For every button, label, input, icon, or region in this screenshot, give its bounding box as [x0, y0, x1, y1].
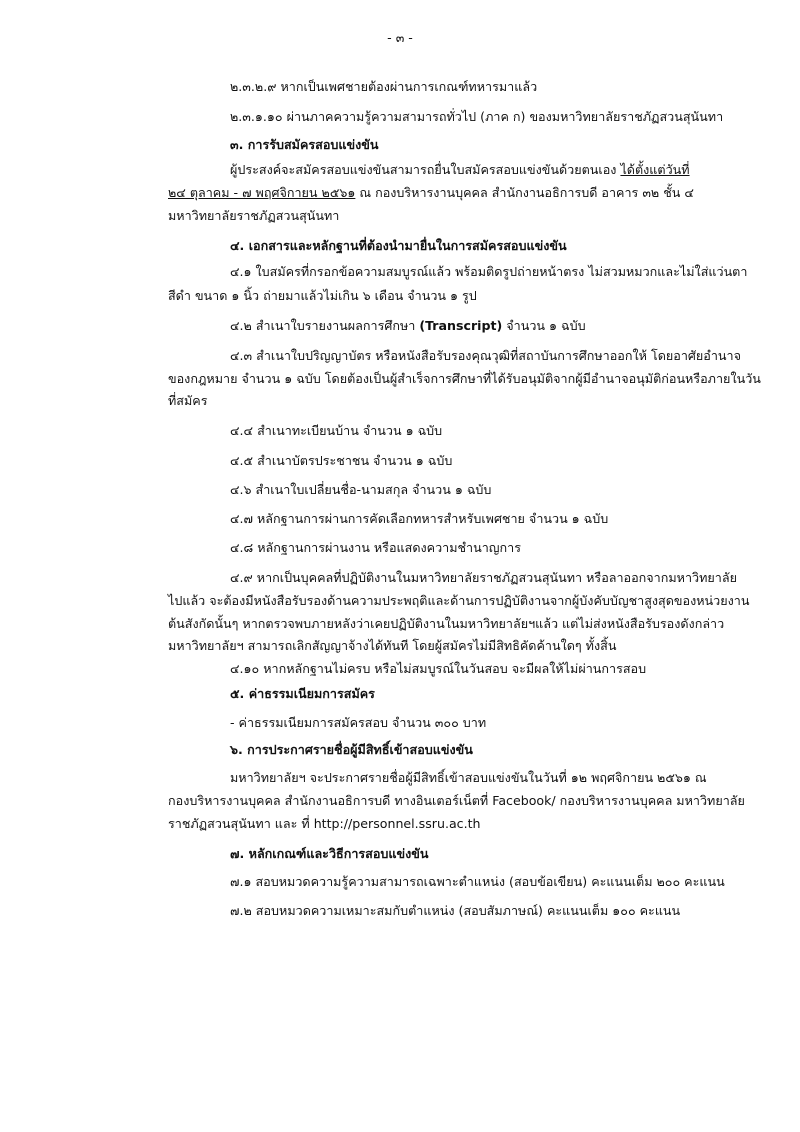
item-4-1-line-2: สีดำ ขนาด ๑ นิ้ว ถ่ายมาแล้วไม่เกิน ๖ เดือน จำนวน ๑ รูป: [168, 288, 477, 303]
line-2-3-1-10: ๒.๓.๑.๑๐ ผ่านภาคความรู้ความสามารถทั่วไป (ภาค ก) ของมหาวิทยาลัยราชภัฏสวนสุนันทา: [230, 109, 724, 124]
para-3-line-1-text: ผู้ประสงค์จะสมัครสอบแข่งขันสามารถยื่นใบสมัครสอบแข่งขันด้วยตนเอง: [230, 162, 617, 177]
transcript-label: (Transcript): [419, 318, 503, 333]
application-location: ณ กองบริหารงานบุคคล สำนักงานอธิการบดี อาคาร ๓๒ ชั้น ๔: [359, 185, 694, 200]
item-4-2-text: ๔.๒ สำเนาใบรายงานผลการศึกษา: [230, 318, 416, 333]
criteria-7-2: ๗.๒ สอบหมวดความเหมาะสมกับตำแหน่ง (สอบสัมภาษณ์) คะแนนเต็ม ๑๐๐ คะแนน: [230, 903, 681, 918]
item-4-3-line-1: ๔.๓ สำเนาใบปริญญาบัตร หรือหนังสือรับรองคุณวุฒิที่สถาบันการศึกษาออกให้ โดยอาศัยอำนาจ: [230, 348, 741, 363]
application-date-range: ๒๔ ตุลาคม - ๗ พฤศจิกายน ๒๕๖๑: [168, 185, 356, 200]
item-4-3-line-3: ที่สมัคร: [168, 393, 208, 408]
line-2-3-2-9: ๒.๓.๒.๙ หากเป็นเพศชายต้องผ่านการเกณฑ์ทหารมาแล้ว: [230, 79, 538, 94]
heading-section-4: ๔. เอกสารและหลักฐานที่ต้องนำมายื่นในการสมัครสอบแข่งขัน: [230, 238, 567, 253]
item-4-4: ๔.๔ สำเนาทะเบียนบ้าน จำนวน ๑ ฉบับ: [230, 423, 443, 438]
item-4-2-count: จำนวน ๑ ฉบับ: [506, 318, 586, 333]
item-4-3-line-2: ของกฎหมาย จำนวน ๑ ฉบับ โดยต้องเป็นผู้สำเร็จการศึกษาที่ได้รับอนุมัติจากผู้มีอำนาจอนุมัติก่อนหรือภายในวัน: [168, 371, 761, 386]
heading-section-5: ๕. ค่าธรรมเนียมการสมัคร: [230, 686, 375, 701]
item-4-9-line-3: ต้นสังกัดนั้นๆ หากตรวจพบภายหลังว่าเคยปฏิบัติงานในมหาวิทยาลัยฯแล้ว แต่ไม่ส่งหนังสือรับรองดังกล่าว: [168, 616, 725, 631]
item-4-9-line-4: มหาวิทยาลัยฯ สามารถเลิกสัญญาจ้างได้ทันที โดยผู้สมัครไม่มีสิทธิคัดค้านใดๆ ทั้งสิ้น: [168, 638, 617, 653]
item-4-6: ๔.๖ สำเนาใบเปลี่ยนชื่อ-นามสกุล จำนวน ๑ ฉบับ: [230, 482, 492, 497]
announce-line-1: มหาวิทยาลัยฯ จะประกาศรายชื่อผู้มีสิทธิ์เข้าสอบแข่งขันในวันที่ ๑๒ พฤศจิกายน ๒๕๖๑ ณ: [230, 770, 707, 785]
heading-section-3: ๓. การรับสมัครสอบแข่งขัน: [230, 137, 379, 152]
criteria-7-1: ๗.๑ สอบหมวดความรู้ความสามารถเฉพาะตำแหน่ง (สอบข้อเขียน) คะแนนเต็ม ๒๐๐ คะแนน: [230, 874, 725, 889]
page-number: - ๓ -: [387, 30, 413, 45]
heading-section-7: ๗. หลักเกณฑ์และวิธีการสอบแข่งขัน: [230, 846, 429, 861]
announce-line-3: ราชภัฏสวนสุนันทา และ ที่ http://personnel.ssru.ac.th: [168, 816, 481, 831]
announce-line-2: กองบริหารงานบุคคล สำนักงานอธิการบดี ทางอินเตอร์เน็ตที่ Facebook/ กองบริหารงานบุคคล มหาวิทยาลัย: [168, 793, 745, 808]
application-start-label: ได้ตั้งแต่วันที่: [620, 162, 690, 177]
para-3-line-2: [168, 185, 694, 201]
para-3-line-1: [230, 162, 690, 178]
fee-line: - ค่าธรรมเนียมการสมัครสอบ จำนวน ๓๐๐ บาท: [230, 715, 487, 730]
item-4-8: ๔.๘ หลักฐานการผ่านงาน หรือแสดงความชำนาญการ: [230, 540, 522, 555]
item-4-10: ๔.๑๐ หากหลักฐานไม่ครบ หรือไม่สมบูรณ์ในวันสอบ จะมีผลให้ไม่ผ่านการสอบ: [230, 661, 647, 676]
item-4-9-line-2: ไปแล้ว จะต้องมีหนังสือรับรองด้านความประพฤติและด้านการปฏิบัติงานจากผู้บังคับบัญชาสูงสุดของหน่วยงาน: [168, 593, 750, 608]
item-4-1-line-1: ๔.๑ ใบสมัครที่กรอกข้อความสมบูรณ์แล้ว พร้อมติดรูปถ่ายหน้าตรง ไม่สวมหมวกและไม่ใส่แว่นตา: [230, 264, 748, 279]
item-4-5: ๔.๕ สำเนาบัตรประชาชน จำนวน ๑ ฉบับ: [230, 453, 453, 468]
item-4-7: ๔.๗ หลักฐานการผ่านการคัดเลือกทหารสำหรับเพศชาย จำนวน ๑ ฉบับ: [230, 511, 609, 526]
item-4-2: [230, 318, 690, 334]
para-3-line-3: มหาวิทยาลัยราชภัฏสวนสุนันทา: [168, 208, 340, 223]
heading-section-6: ๖. การประกาศรายชื่อผู้มีสิทธิ์เข้าสอบแข่งขัน: [230, 742, 473, 757]
item-4-9-line-1: ๔.๙ หากเป็นบุคคลที่ปฏิบัติงานในมหาวิทยาลัยราชภัฏสวนสุนันทา หรือลาออกจากมหาวิทยาลัย: [230, 570, 737, 585]
